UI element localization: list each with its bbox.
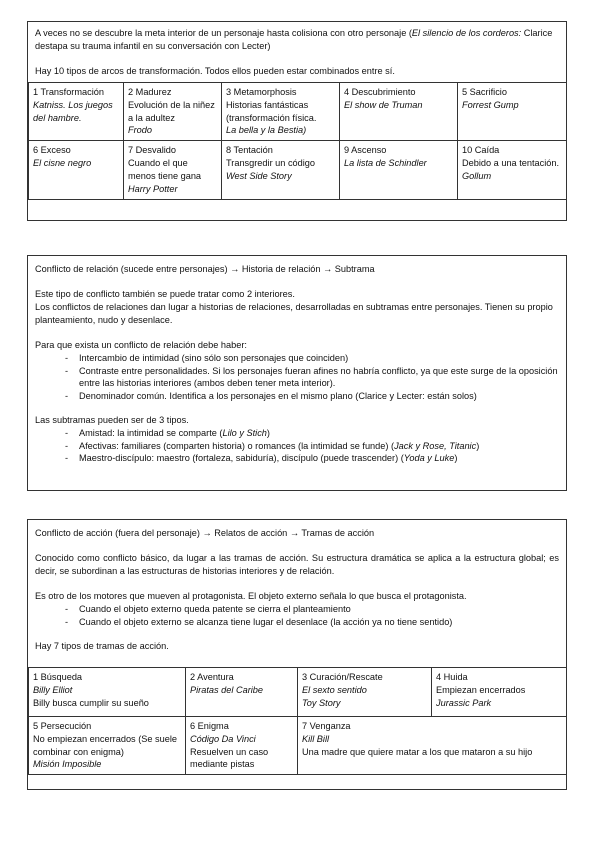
arc-desc: Historias fantásticas (transformación física.	[226, 99, 317, 123]
arc-title: 6 Exceso	[33, 145, 71, 156]
action-bullets	[35, 603, 559, 628]
subplot-end: )	[454, 453, 458, 463]
intro-text: A veces no se descubre la meta interior de un personaje hasta colisiona con otro personaje (	[35, 28, 412, 38]
subplot-text: Maestro-discípulo: maestro (fortaleza, sabiduría), discípulo (puede trascender) (	[79, 453, 404, 463]
intro-film: El silencio de los corderos:	[411, 28, 522, 38]
arc-example: El show de Truman	[344, 99, 423, 110]
plot-cell	[298, 717, 567, 775]
arc-cell	[124, 141, 222, 200]
arc-cell	[340, 83, 458, 141]
action-section	[27, 519, 567, 790]
plot-cell	[29, 668, 186, 717]
list-item	[65, 452, 559, 465]
plot-title: 1 Búsqueda	[33, 672, 83, 682]
arc-cell	[222, 83, 340, 141]
relation-title: Conflicto de relación (sucede entre personajes) → Historia de relación → Subtrama	[35, 264, 375, 274]
plot-example: Piratas del Caribe	[190, 684, 264, 695]
subplots-list	[35, 427, 559, 465]
plot-title: 3 Curación/Rescate	[302, 672, 383, 682]
list-item: - Cuando el objeto externo queda patente se cierra el planteamiento	[65, 603, 559, 616]
plot-example: Código Da Vinci	[190, 733, 256, 744]
list-item	[65, 440, 559, 453]
relation-p1: Este tipo de conflicto también se puede tratar como 2 interiores.	[35, 289, 295, 299]
arc-example: Frodo	[128, 125, 153, 136]
relation-p2: Los conflictos de relaciones dan lugar a historias de relaciones, desarrolladas en subtramas entre personajes. Tienen su propio planteamiento, nudo y desenlace.	[35, 302, 553, 325]
plots-heading: Hay 7 tipos de tramas de acción.	[35, 641, 169, 651]
plot-desc: Resuelven un caso mediante pistas	[190, 746, 269, 770]
arc-desc: Transgredir un código	[226, 157, 316, 168]
arc-cell	[29, 141, 124, 200]
plot-desc: Empiezan encerrados	[436, 684, 526, 695]
arc-cell	[340, 141, 458, 200]
arc-title: 3 Metamorphosis	[226, 87, 297, 97]
arc-example: La lista de Schindler	[344, 157, 427, 168]
plot-cell	[432, 668, 567, 717]
arc-title: 5 Sacrificio	[462, 87, 507, 97]
plot-desc: Una madre que quiere matar a los que mataron a su hijo	[302, 746, 533, 757]
arc-title: 4 Descubrimiento	[344, 87, 416, 97]
plot-desc: Billy busca cumplir su sueño	[33, 697, 149, 708]
arc-cell	[29, 83, 124, 141]
plot-example: Billy Elliot	[33, 684, 73, 695]
arc-desc: Evolución de la niñez a la adultez	[128, 99, 215, 123]
arc-cell	[222, 141, 340, 200]
list-item: - Contraste entre personalidades. Si los personajes fueran afines no habría conflicto, ya que este surge de la oposición entre las historias interiores (ambos deben tener meta interior).	[65, 365, 559, 390]
arc-example: West Side Story	[226, 170, 292, 181]
action-p1: Conocido como conflicto básico, da lugar a las tramas de acción. Su estructura dramática se aplica a la estructura global; es decir, se subordinan a las estructuras de historias interiores y de relación.	[35, 553, 559, 576]
subplot-example: Jack y Rose, Titanic	[394, 440, 477, 451]
plots-table	[28, 667, 567, 775]
arcs-heading: Hay 10 tipos de arcos de transformación. Todos ellos pueden estar combinados entre sí.	[35, 66, 395, 76]
list-item	[65, 427, 559, 440]
subplot-end: )	[266, 428, 270, 438]
plot-title: 7 Venganza	[302, 721, 351, 731]
arc-desc: Cuando el que menos tiene gana	[128, 157, 202, 181]
plot-example: Misión Imposible	[33, 759, 102, 770]
plot-cell	[186, 668, 298, 717]
arc-title: 10 Caída	[462, 145, 500, 156]
plot-title: 6 Enigma	[190, 721, 229, 731]
subplot-end: )	[476, 440, 480, 451]
subplot-text: Afectivas: familiares (comparten historia) o romances (la intimidad se funde) (	[79, 440, 395, 451]
arc-title: 7 Desvalido	[128, 145, 177, 156]
arc-cell	[124, 83, 222, 141]
arc-example: El cisne negro	[33, 157, 92, 168]
plot-cell	[298, 668, 432, 717]
plot-example: Toy Story	[302, 697, 341, 708]
plot-example: Kill Bill	[302, 733, 330, 744]
arc-title: 8 Tentación	[226, 145, 273, 156]
intro-text-end: Clarice destapa su trauma infantil en su conversación con Lecter)	[35, 28, 553, 51]
arc-example: Harry Potter	[128, 183, 178, 194]
arc-title: 1 Transformación	[33, 87, 104, 97]
plot-desc: No empiezan encerrados (Se suele combinar con enigma)	[33, 733, 178, 757]
list-item: - Intercambio de intimidad (sino sólo son personajes que coinciden)	[65, 352, 559, 365]
plot-example: Jurassic Park	[436, 697, 492, 708]
subplots-heading: Las subtramas pueden ser de 3 tipos.	[35, 415, 189, 425]
plot-cell	[29, 717, 186, 775]
action-title: Conflicto de acción (fuera del personaje) → Relatos de acción → Tramas de acción	[35, 528, 375, 538]
subplot-example: Lilo y Stich	[222, 428, 267, 438]
arc-title: 2 Madurez	[128, 87, 172, 97]
plot-cell	[186, 717, 298, 775]
arc-cell	[458, 83, 567, 141]
plot-title: 5 Persecución	[33, 721, 92, 731]
arc-example: Gollum	[462, 170, 492, 181]
subplot-text: Amistad: la intimidad se comparte (	[79, 428, 223, 438]
action-p2: Es otro de los motores que mueven al protagonista. El objeto externo señala lo que busca el protagonista.	[35, 591, 467, 601]
plot-title: 2 Aventura	[190, 672, 234, 682]
plot-example: El sexto sentido	[302, 684, 367, 695]
arc-example: Forrest Gump	[462, 99, 519, 110]
list-item: - Cuando el objeto externo se alcanza tiene lugar el desenlace (la acción ya no tiene sentido)	[65, 616, 559, 629]
requirements-heading: Para que exista un conflicto de relación debe haber:	[35, 340, 247, 350]
arc-cell	[458, 141, 567, 200]
arcs-intro	[35, 27, 559, 53]
subplot-example: Yoda y Luke	[403, 453, 455, 463]
arcs-section	[27, 21, 567, 221]
requirements-list	[35, 352, 559, 402]
plot-title: 4 Huida	[436, 672, 468, 682]
arc-desc: Debido a una tentación.	[462, 157, 560, 168]
arc-example: La bella y la Bestia)	[226, 125, 307, 136]
list-item: - Denominador común. Identifica a los personajes en el mismo plano (Clarice y Lecter: están solos)	[65, 390, 559, 403]
arcs-table	[28, 82, 567, 200]
arc-title: 9 Ascenso	[344, 145, 387, 156]
arc-example: Katniss. Los juegos del hambre.	[33, 99, 113, 123]
relation-section	[27, 255, 567, 491]
